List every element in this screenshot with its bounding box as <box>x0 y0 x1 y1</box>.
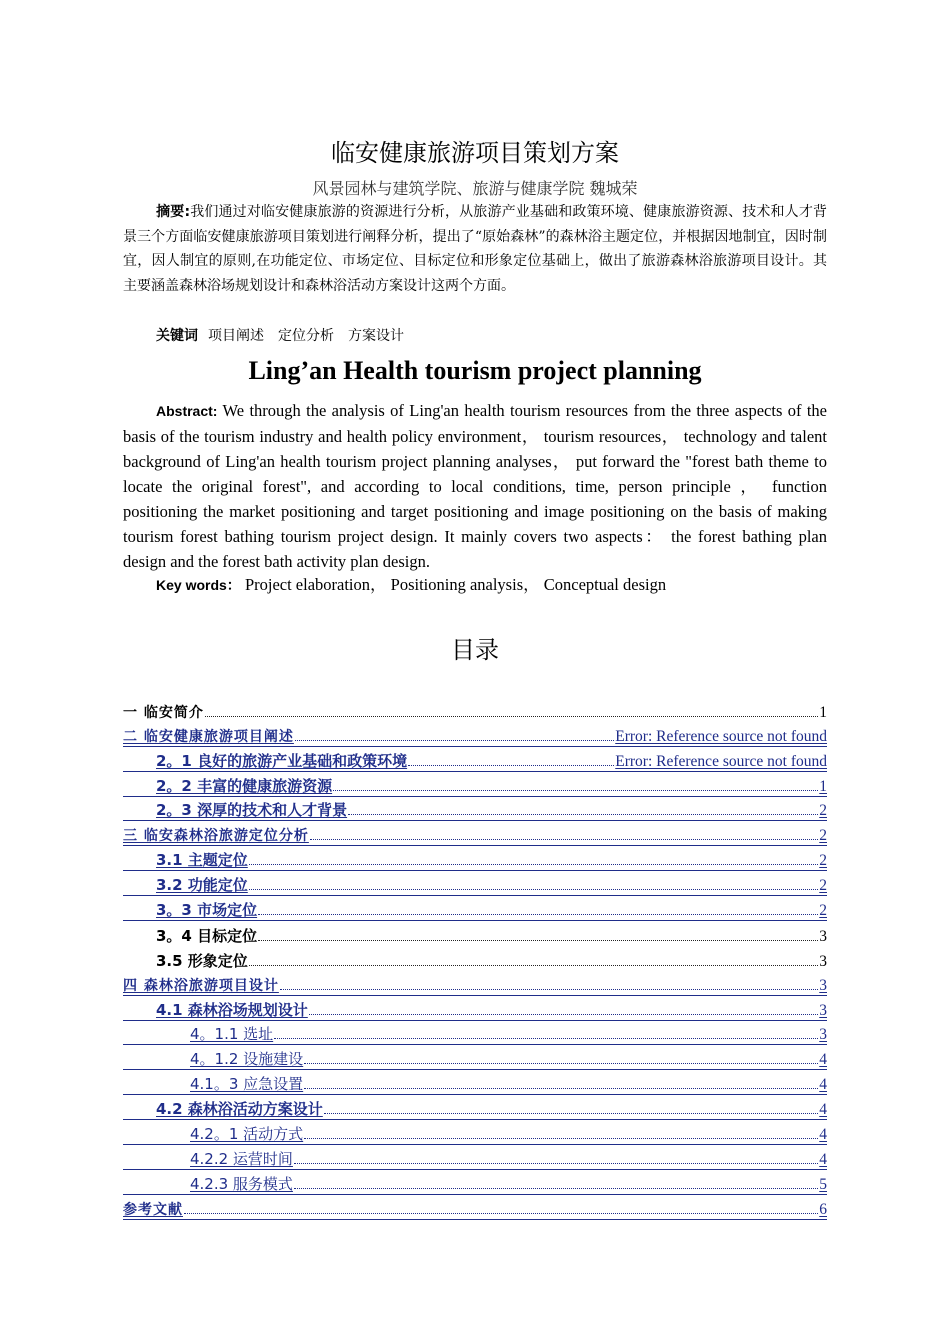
toc-entry[interactable] <box>123 871 827 896</box>
toc-leader <box>310 838 818 840</box>
toc-entry-text: 4.1 森林浴场规划设计 <box>156 1000 308 1019</box>
toc-entry-text: 2。1 良好的旅游产业基础和政策环境 <box>156 751 408 770</box>
toc-entry[interactable] <box>123 821 827 846</box>
abstract-en-label: Abstract: <box>156 403 218 419</box>
toc-entry[interactable] <box>123 921 827 946</box>
toc-entry-page: 1 <box>819 777 827 795</box>
toc-leader <box>348 813 818 815</box>
toc-leader <box>295 739 614 741</box>
toc-entry-text: 4.2.2 运营时间 <box>190 1149 293 1168</box>
toc-entry-page: 4 <box>819 1076 827 1094</box>
toc-entry-text: 一 临安简介 <box>123 704 204 721</box>
toc-leader <box>205 715 818 717</box>
toc-entry-text: 3。3 市场定位 <box>156 901 258 920</box>
toc-entry-text: 三 临安森林浴旅游定位分析 <box>123 828 309 845</box>
toc-entry[interactable] <box>123 1145 827 1170</box>
toc-entry[interactable] <box>123 946 827 971</box>
toc-entry-page: 3 <box>819 952 827 970</box>
toc-entry[interactable] <box>123 996 827 1021</box>
toc-entry-text: 4。1.2 设施建设 <box>190 1050 304 1069</box>
toc-leader <box>280 988 818 990</box>
toc-entry-text: 二 临安健康旅游项目阐述 <box>123 728 294 745</box>
toc-entry[interactable] <box>123 896 827 921</box>
toc-entry-page: 4 <box>819 1126 827 1144</box>
document-title-cn: 临安健康旅游项目策划方案 <box>331 139 619 167</box>
toc-entry-page: 6 <box>819 1200 827 1218</box>
abstract-en-text: We through the analysis of Ling'an health tourism resources from the three aspects of the basis of the tourism industry and health policy environment， tourism resources， technology and talent background of Ling'an health tourism project planning analyses， put forward the "forest bath theme to locate the original forest", and according to local conditions, time, person principle ， function positioning the market positioning and target positioning and image positioning on the basis of making tourism forest bathing tourism project design. It mainly covers two aspects： the forest bathing plan design and the forest bath activity plan design. <box>123 401 827 571</box>
toc-entry-page: 2 <box>819 802 827 820</box>
toc-leader <box>274 1037 818 1039</box>
author-line: 风景园林与建筑学院、旅游与健康学院 魏城荣 <box>312 179 638 198</box>
toc-leader <box>309 1013 818 1015</box>
toc-entry-page: 2 <box>819 852 827 870</box>
toc-entry-page: 2 <box>819 902 827 920</box>
toc-entry-page: 1 <box>819 703 827 721</box>
toc-entry-text: 4.2 森林浴活动方案设计 <box>156 1100 323 1119</box>
keywords-cn-label: 关键词 <box>156 328 198 344</box>
toc-entry-page: 5 <box>819 1175 827 1193</box>
toc-entry-page: Error: Reference source not found <box>615 727 827 745</box>
toc-entry-text: 3.1 主题定位 <box>156 851 248 870</box>
toc-leader <box>249 964 818 966</box>
toc-entry[interactable] <box>123 747 827 772</box>
toc-entry-page: 3 <box>819 976 827 994</box>
toc-entry-page: 2 <box>819 827 827 845</box>
toc-entry[interactable] <box>123 1170 827 1195</box>
toc-leader <box>304 1137 818 1139</box>
toc-entry-page: 3 <box>819 1026 827 1044</box>
toc-entry-text: 3。4 目标定位 <box>156 926 258 945</box>
toc-leader <box>304 1087 818 1089</box>
toc-entry[interactable] <box>123 1070 827 1095</box>
toc-entry[interactable] <box>123 1095 827 1120</box>
keywords-cn-text: 项目阐述 定位分析 方案设计 <box>208 328 404 344</box>
toc-entry[interactable] <box>123 797 827 822</box>
toc-entry-text: 2。2 丰富的健康旅游资源 <box>156 776 333 795</box>
toc-leader <box>333 789 818 791</box>
toc-entry-text: 3.5 形象定位 <box>156 951 248 970</box>
toc-leader <box>258 939 818 941</box>
abstract-cn <box>123 200 827 298</box>
toc-entry-text: 4.1。3 应急设置 <box>190 1075 304 1094</box>
toc-leader <box>304 1062 818 1064</box>
toc-entry-text: 4.2。1 活动方式 <box>190 1125 304 1144</box>
toc-entry-page: 3 <box>819 1001 827 1019</box>
toc-entry[interactable] <box>123 772 827 797</box>
keywords-cn <box>123 325 827 347</box>
toc-leader <box>258 913 818 915</box>
toc-entry[interactable] <box>123 1195 827 1220</box>
toc-entry-text: 4.2.3 服务模式 <box>190 1174 293 1193</box>
abstract-cn-label: 摘要: <box>156 204 191 220</box>
abstract-en <box>123 398 827 574</box>
toc-entry[interactable] <box>123 697 827 722</box>
keywords-en <box>123 572 827 598</box>
toc-entry-text: 3.2 功能定位 <box>156 876 248 895</box>
toc-entry-page: 4 <box>819 1051 827 1069</box>
toc-leader <box>324 1112 818 1114</box>
keywords-en-text: Project elaboration， Positioning analysis， Conceptual design <box>240 575 667 594</box>
toc-leader <box>294 1162 818 1164</box>
toc-entry-page: 3 <box>819 927 827 945</box>
toc-entry-page: 4 <box>819 1101 827 1119</box>
toc-entry-page: 2 <box>819 877 827 895</box>
toc-title: 目录 <box>451 636 499 664</box>
toc-entry-page: 4 <box>819 1150 827 1168</box>
table-of-contents <box>123 697 827 1220</box>
toc-leader <box>249 863 818 865</box>
toc-entry[interactable] <box>123 1120 827 1145</box>
toc-entry-text: 2。3 深厚的技术和人才背景 <box>156 801 348 820</box>
toc-leader <box>408 764 614 766</box>
document-title-en: Ling’an Health tourism project planning <box>248 356 702 385</box>
toc-entry-page: Error: Reference source not found <box>615 752 827 770</box>
toc-entry-text: 参考文献 <box>123 1201 183 1218</box>
toc-entry[interactable] <box>123 1021 827 1046</box>
toc-entry[interactable] <box>123 971 827 996</box>
toc-leader <box>294 1187 818 1189</box>
toc-leader <box>184 1212 818 1214</box>
toc-entry-text: 四 森林浴旅游项目设计 <box>123 977 279 994</box>
toc-entry-text: 4。1.1 选址 <box>190 1025 274 1044</box>
toc-leader <box>249 888 818 890</box>
abstract-cn-text: 我们通过对临安健康旅游的资源进行分析，从旅游产业基础和政策环境、健康旅游资源、技术和人才背景三个方面临安健康旅游项目策划进行阐释分析，提出了“原始森林”的森林浴主题定位，并根据因地制宜，因时制宜，因人制宜的原则,在功能定位、市场定位、目标定位和形象定位基础上，做出了旅游森林浴旅游项目设计。其主要涵盖森林浴场规划设计和森林浴活动方案设计这两个方面。 <box>123 204 827 294</box>
toc-entry[interactable] <box>123 1045 827 1070</box>
toc-entry[interactable] <box>123 722 827 747</box>
toc-entry[interactable] <box>123 846 827 871</box>
keywords-en-label: Key words： <box>156 577 241 593</box>
